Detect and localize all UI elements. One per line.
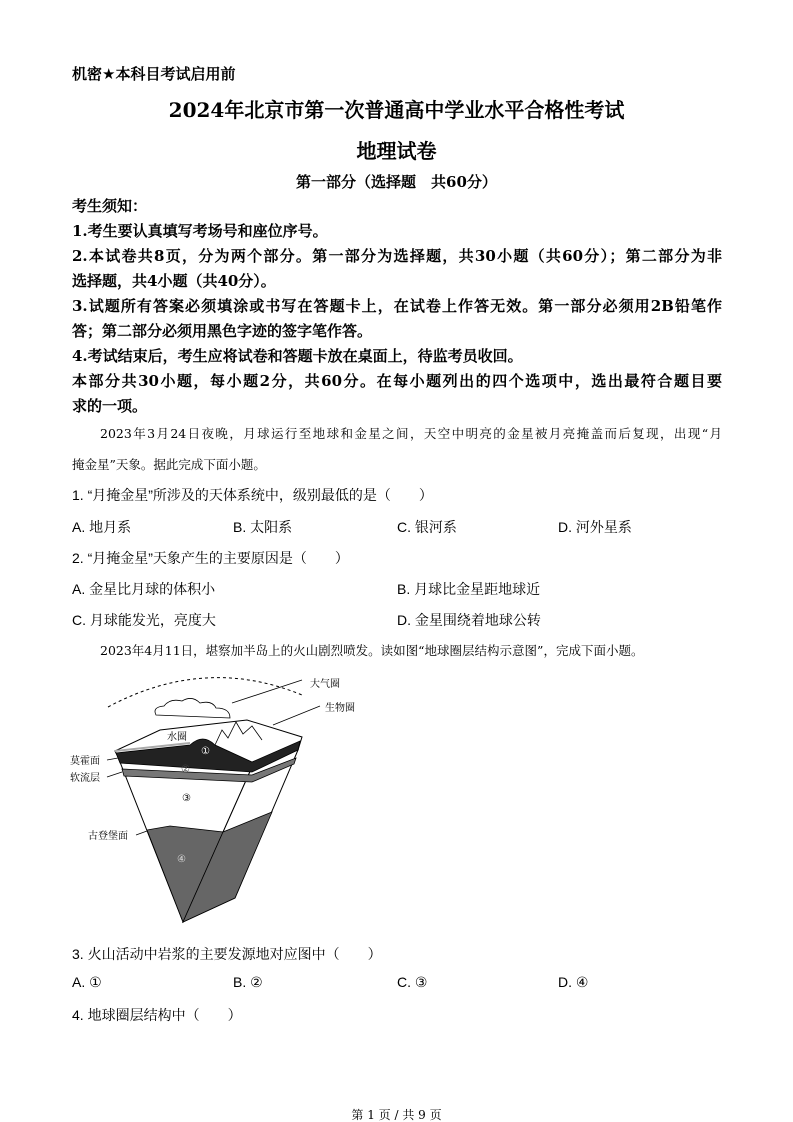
q2-option-d[interactable]: D. 金星围绕着地球公转 <box>397 612 541 628</box>
label-atmosphere: 大气圈 <box>310 679 340 690</box>
label-layer-4: ④ <box>177 854 186 865</box>
exam-title: 2024年北京市第一次普通高中学业水平合格性考试 <box>168 98 625 122</box>
q3-option-a[interactable]: A. ① <box>72 974 102 990</box>
passage-line: 2023年3月24日夜晚，月球运行至地球和金星之间，天空中明亮的金星被月亮掩盖而后复现，出现“月 <box>100 426 722 441</box>
q2-option-c[interactable]: C. 月球能发光，亮度大 <box>72 612 216 628</box>
q1-option-b[interactable]: B. 太阳系 <box>233 519 293 535</box>
q1-option-a[interactable]: A. 地月系 <box>72 519 132 535</box>
cloud-icon <box>155 698 230 718</box>
instruction-line: 本部分共30小题，每小题2分，共60分。在每小题列出的四个选项中，选出最符合题目要 <box>72 372 722 390</box>
q3-option-d[interactable]: D. ④ <box>558 974 589 990</box>
instruction-line: 答；第二部分必须用黑色字迹的签字笔作答。 <box>72 322 373 340</box>
question-3-stem: 3. 火山活动中岩浆的主要发源地对应图中（ ） <box>72 946 382 962</box>
label-hydrosphere: 水圈 <box>167 732 187 743</box>
question-4-stem: 4. 地球圈层结构中（ ） <box>72 1007 242 1023</box>
page-footer: 第 1 页 / 共 9 页 <box>351 1108 442 1122</box>
subject-title: 地理试卷 <box>356 139 437 163</box>
q3-option-b[interactable]: B. ② <box>233 974 263 990</box>
passage-2: 2023年4月11日，堪察加半岛上的火山剧烈喷发。读如图“地球圈层结构示意图”，完成下面小题。 <box>100 643 644 658</box>
passage-line: 掩金星”天象。据此完成下面小题。 <box>72 457 266 472</box>
q1-option-d[interactable]: D. 河外星系 <box>558 519 632 535</box>
confidential-label: 机密★本科目考试启用前 <box>72 65 236 83</box>
instruction-line: 4.考试结束后，考生应将试卷和答题卡放在桌面上，待监考员收回。 <box>72 347 523 365</box>
instruction-line: 选择题，共4小题（共40分）。 <box>72 272 276 290</box>
part-heading: 第一部分（选择题 共60分） <box>296 173 497 191</box>
instruction-line: 1.考生要认真填写考场号和座位序号。 <box>72 222 328 240</box>
instruction-line: 3.试题所有答案必须填涂或书写在答题卡上，在试卷上作答无效。第一部分必须用2B铅笔作 <box>72 297 722 315</box>
label-layer-1: ① <box>201 746 210 757</box>
label-asthenosphere: 软流层 <box>70 773 100 784</box>
question-2-stem: 2. “月掩金星”天象产生的主要原因是（ ） <box>72 550 349 566</box>
q2-option-a[interactable]: A. 金星比月球的体积小 <box>72 581 216 597</box>
label-layer-3: ③ <box>182 793 191 804</box>
label-gutenberg: 古登堡面 <box>88 831 128 842</box>
label-biosphere: 生物圈 <box>325 703 355 714</box>
instructions-heading: 考生须知： <box>72 197 148 215</box>
label-layer-2: ② <box>181 764 190 775</box>
q2-option-b[interactable]: B. 月球比金星距地球近 <box>397 581 541 597</box>
question-1-stem: 1. “月掩金星”所涉及的天体系统中，级别最低的是（ ） <box>72 487 433 503</box>
instruction-line: 求的一项。 <box>72 397 148 415</box>
q1-option-c[interactable]: C. 银河系 <box>397 519 457 535</box>
q3-option-c[interactable]: C. ③ <box>397 974 428 990</box>
label-moho: 莫霍面 <box>70 756 100 767</box>
instruction-line: 2.本试卷共8页，分为两个部分。第一部分为选择题，共30小题（共60分）；第二部分为非 <box>72 247 722 265</box>
